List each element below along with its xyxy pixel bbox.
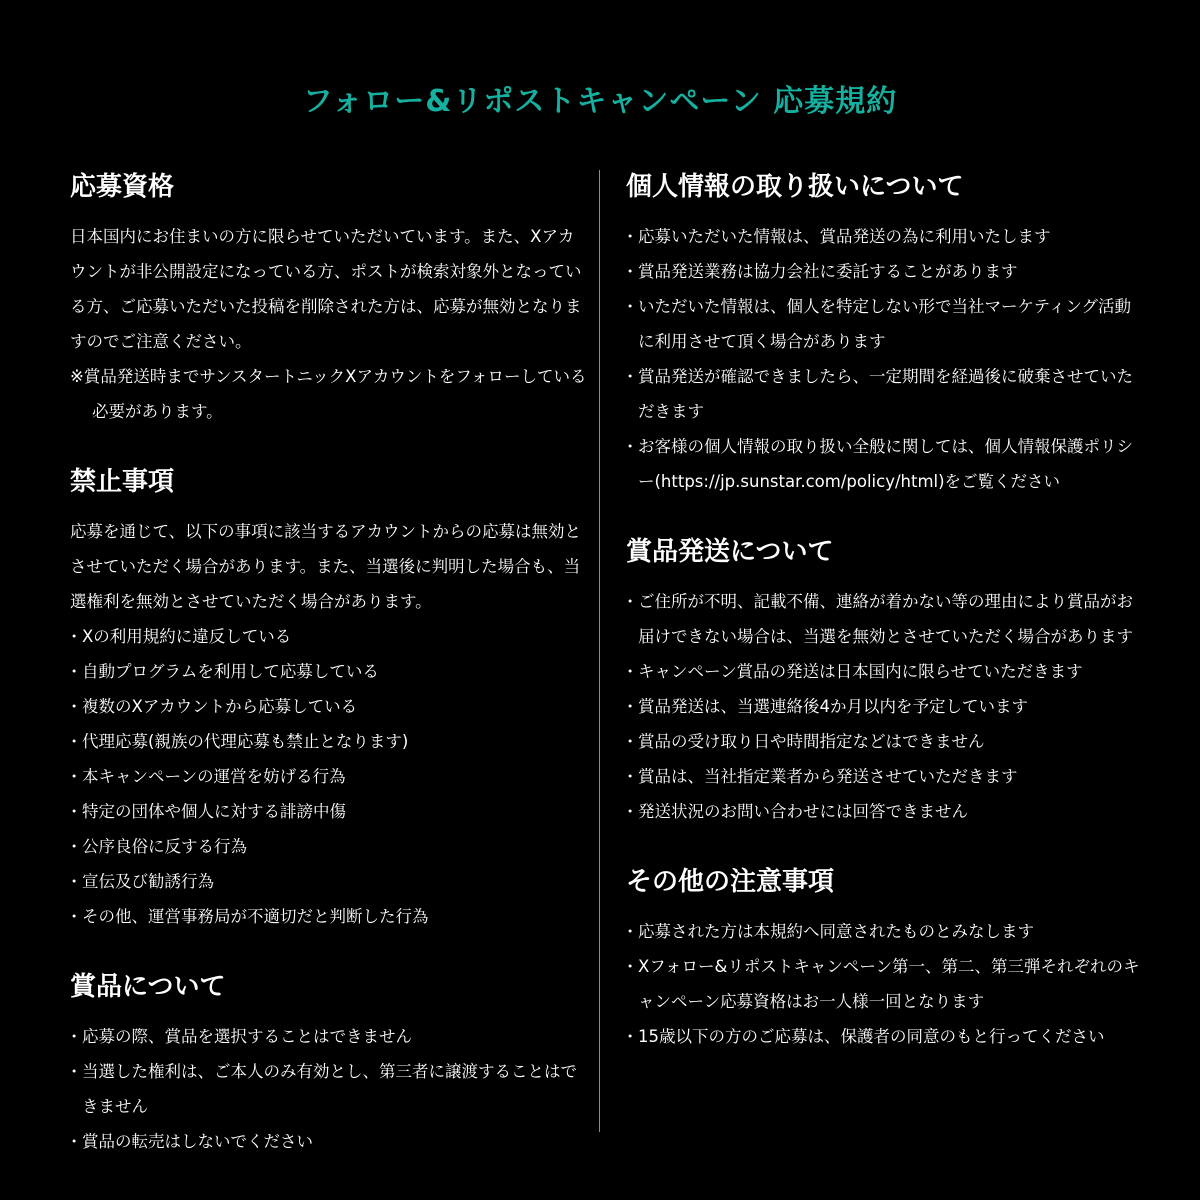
left-column (70, 165, 590, 1190)
list-item-text: 賞品の転売はしないでください (82, 1132, 313, 1151)
list-item-text: 宣伝及び勧誘行為 (82, 872, 214, 891)
list-item-text: 賞品発送業務は協力会社に委託することがあります (638, 262, 1018, 281)
list-item (70, 829, 590, 864)
list-item (626, 949, 1141, 1019)
bullet-dot: ･ (70, 837, 79, 856)
list-item (626, 759, 1141, 794)
list-item (70, 1054, 590, 1124)
section-shipping (626, 530, 1141, 829)
list-item (626, 689, 1141, 724)
prohibited-list (70, 619, 590, 934)
list-item (626, 429, 1141, 499)
list-item-text: 代理応募(親族の代理応募も禁止となります) (82, 732, 409, 751)
bullet-dot: ･ (626, 592, 635, 611)
column-divider (599, 170, 600, 1132)
bullet-dot: ･ (70, 907, 79, 926)
list-item (626, 654, 1141, 689)
list-item (70, 1124, 590, 1159)
list-item-text: 応募された方は本規約へ同意されたものとみなします (638, 922, 1034, 941)
list-item-text: キャンペーン賞品の発送は日本国内に限らせていただきます (638, 662, 1083, 681)
list-item (626, 914, 1141, 949)
bullet-dot: ･ (626, 802, 635, 821)
section-heading: 個人情報の取り扱いについて (626, 172, 964, 202)
list-item (70, 864, 590, 899)
section-heading: 禁止事項 (70, 467, 175, 497)
list-item-text: 発送状況のお問い合わせには回答できません (638, 802, 968, 821)
page-title: フォロー&リポストキャンペーン 応募規約 (302, 84, 898, 119)
list-item-text: 複数のXアカウントから応募している (82, 697, 358, 716)
list-item-text: 自動プログラムを利用して応募している (82, 662, 379, 681)
bullet-dot: ･ (70, 732, 79, 751)
list-item (626, 254, 1141, 289)
section-privacy (626, 165, 1141, 499)
list-item (626, 1019, 1141, 1054)
list-item-text: 賞品の受け取り日や時間指定などはできません (638, 732, 985, 751)
bullet-dot: ･ (626, 732, 635, 751)
bullet-dot: ･ (626, 367, 635, 386)
list-item-text: 賞品発送が確認できましたら、一定期間を経過後に破棄させていただきます (638, 367, 1133, 421)
list-item (626, 219, 1141, 254)
bullet-dot: ･ (70, 1132, 79, 1151)
bullet-dot: ･ (70, 767, 79, 786)
list-item-text: 応募の際、賞品を選択することはできません (82, 1027, 412, 1046)
bullet-dot: ･ (70, 627, 79, 646)
list-item-text: Xの利用規約に違反している (82, 627, 292, 646)
list-item (70, 794, 590, 829)
list-item-text: 賞品は、当社指定業者から発送させていただきます (638, 767, 1018, 786)
section-prize (70, 965, 590, 1159)
prohibited-paragraph: 応募を通じて、以下の事項に該当するアカウントからの応募は無効とさせていただく場合があります。また、当選後に判明した場合も、当選権利を無効とさせていただく場合があります。 (70, 522, 582, 611)
list-item-text: 15歳以下の方のご応募は、保護者の同意のもと行ってください (638, 1027, 1105, 1046)
list-item (70, 654, 590, 689)
list-item (626, 724, 1141, 759)
list-item (70, 689, 590, 724)
bullet-dot: ･ (70, 662, 79, 681)
bullet-dot: ･ (70, 697, 79, 716)
bullet-dot: ･ (626, 1027, 635, 1046)
bullet-dot: ･ (626, 437, 635, 456)
bullet-dot: ･ (70, 872, 79, 891)
list-item-text: 応募いただいた情報は、賞品発送の為に利用いたします (638, 227, 1051, 246)
section-heading: 賞品について (70, 972, 226, 1002)
bullet-dot: ･ (626, 662, 635, 681)
list-item (626, 584, 1141, 654)
privacy-list (626, 219, 1141, 499)
list-item-text: 公序良俗に反する行為 (82, 837, 247, 856)
list-item (70, 1019, 590, 1054)
list-item-text: 本キャンペーンの運営を妨げる行為 (82, 767, 346, 786)
eligibility-note: ※賞品発送時までサンスタートニックXアカウントをフォローしている必要があります。 (70, 367, 587, 421)
bullet-dot: ･ (626, 227, 635, 246)
section-eligibility (70, 165, 590, 429)
list-item-text: ご住所が不明、記載不備、連絡が着かない等の理由により賞品がお届けできない場合は、当選を無効とさせていただく場合があります (638, 592, 1133, 646)
list-item-text: いただいた情報は、個人を特定しない形で当社マーケティング活動に利用させて頂く場合があります (638, 297, 1132, 351)
bullet-dot: ･ (626, 767, 635, 786)
eligibility-paragraph: 日本国内にお住まいの方に限らせていただいています。また、Xアカウントが非公開設定になっている方、ポストが検索対象外となっている方、ご応募いただいた投稿を削除された方は、応募が無効となりますのでご注意ください。 (70, 227, 582, 351)
prize-list (70, 1019, 590, 1159)
bullet-dot: ･ (626, 297, 635, 316)
section-heading: 応募資格 (70, 172, 175, 202)
list-item (70, 899, 590, 934)
bullet-dot: ･ (626, 957, 635, 976)
list-item-text: その他、運営事務局が不適切だと判断した行為 (82, 907, 429, 926)
list-item (626, 289, 1141, 359)
section-prohibited (70, 460, 590, 934)
shipping-list (626, 584, 1141, 829)
bullet-dot: ･ (626, 922, 635, 941)
bullet-dot: ･ (70, 1062, 79, 1081)
bullet-dot: ･ (626, 262, 635, 281)
list-item (626, 359, 1141, 429)
other-list (626, 914, 1141, 1054)
list-item-text: 賞品発送は、当選連絡後4か月以内を予定しています (638, 697, 1028, 716)
list-item-text: お客様の個人情報の取り扱い全般に関しては、個人情報保護ポリシー(https://jp.sunstar.com/policy/html)をご覧ください (638, 437, 1133, 491)
list-item-text: 当選した権利は、ご本人のみ有効とし、第三者に譲渡することはできません (82, 1062, 577, 1116)
bullet-dot: ･ (70, 1027, 79, 1046)
list-item (626, 794, 1141, 829)
list-item (70, 619, 590, 654)
bullet-dot: ･ (70, 802, 79, 821)
section-heading: 賞品発送について (626, 537, 834, 567)
list-item (70, 759, 590, 794)
section-heading: その他の注意事項 (626, 867, 835, 897)
section-other (626, 860, 1141, 1054)
bullet-dot: ･ (626, 697, 635, 716)
list-item-text: Xフォロー&リポストキャンペーン第一、第二、第三弾それぞれのキャンペーン応募資格はお一人様一回となります (638, 957, 1140, 1011)
list-item-text: 特定の団体や個人に対する誹謗中傷 (82, 802, 346, 821)
right-column (626, 165, 1141, 1085)
list-item (70, 724, 590, 759)
